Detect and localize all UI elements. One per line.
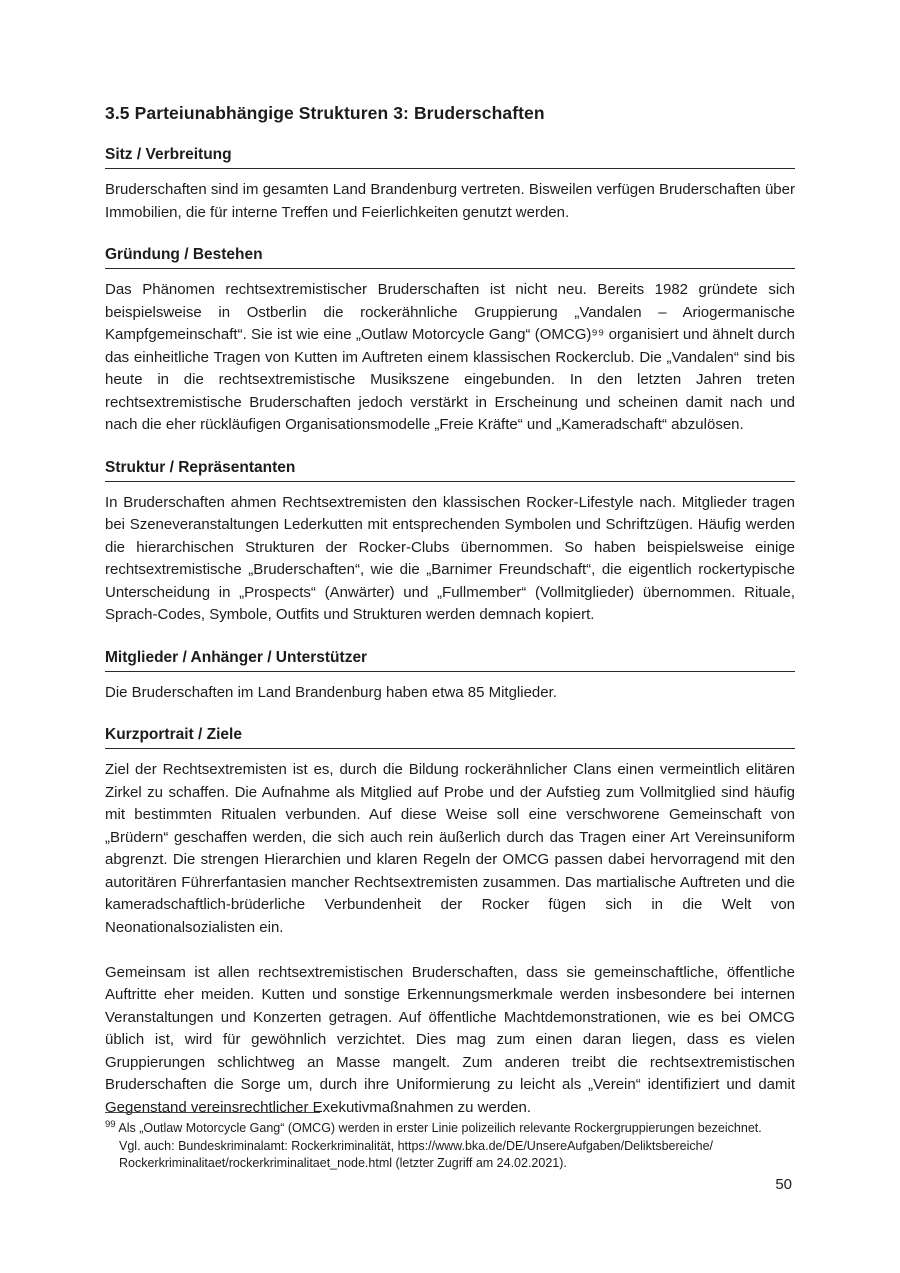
- paragraph: Gemeinsam ist allen rechtsextremistischen Bruderschaften, dass sie gemeinschaftliche, öffentliche Auftritte eher meiden. Kutten und sonstige Erkennungsmerkmale werden insbesondere bei internen Veranstaltungen und Konzerten getragen. Auf öffentliche Machtdemonstrationen, wie es bei OMCG üblich ist, wird für gewöhnlich verzichtet. Dies mag zum einen daran liegen, dass es vielen Gruppierungen schlichtweg an Masse mangelt. Zum anderen treibt die rechtsextremistischen Bruderschaften die Sorge um, durch ihre Uniformierung zu leicht als „Verein“ identifiziert und damit Gegenstand vereinsrechtlicher Exekutivmaßnahmen zu werden.: [105, 963, 795, 1116]
- section-heading: Sitz / Verbreitung: [105, 146, 795, 169]
- section-sitz-verbreitung: [105, 146, 795, 224]
- section-struktur-repraesentanten: [105, 459, 795, 627]
- paragraph: Ziel der Rechtsextremisten ist es, durch die Bildung rockerähnlicher Clans einen vermeintlich elitären Zirkel zu schaffen. Die Aufnahme als Mitglied auf Probe und der Aufstieg zum Vollmitglied sind häufig mit bestimmten Ritualen verbunden. Auf diese Weise soll eine verschworene Gemeinschaft von „Brüdern“ geschaffen werden, die sich auch rein äußerlich durch das Tragen einer Art Vereinsuniform abgrenzt. Die strengen Hierarchien und klaren Regeln der OMCG passen dabei hervorragend mit den autoritären Führerfantasien mancher Rechtsextremisten zusammen. Das martialische Auftreten und die kameradschaftlich-brüderliche Verbundenheit der Rocker fügen sich in die Welt von Neonationalsozialisten ein.: [105, 761, 795, 936]
- paragraph: Die Bruderschaften im Land Brandenburg haben etwa 85 Mitglieder.: [105, 683, 557, 701]
- section-kurzportrait-ziele: [105, 726, 795, 1119]
- footnote-line: Rockerkriminalitaet/rockerkriminalitaet_node.html (letzter Zugriff am 24.02.2021).: [119, 1156, 567, 1170]
- section-heading: Kurzportrait / Ziele: [105, 726, 795, 749]
- section-mitglieder-anhaenger: [105, 649, 795, 705]
- footnote-text: [105, 1120, 795, 1173]
- section-heading: Struktur / Repräsentanten: [105, 459, 795, 482]
- footnote-line-text: Als „Outlaw Motorcycle Gang“ (OMCG) werden in erster Linie polizeilich relevante Rockergruppierungen bezeichnet.: [118, 1121, 762, 1135]
- page-title: 3.5 Parteiunabhängige Strukturen 3: Bruderschaften: [105, 103, 545, 123]
- footnote-line: Vgl. auch: Bundeskriminalamt: Rockerkriminalität, https://www.bka.de/DE/UnsereAufgaben/Deliktsbereiche/: [119, 1138, 714, 1153]
- footnote: [105, 1112, 795, 1173]
- footnote-marker: 99: [105, 1119, 116, 1130]
- footnote-separator: [105, 1112, 320, 1113]
- section-heading: Mitglieder / Anhänger / Unterstützer: [105, 649, 795, 672]
- paragraph: Das Phänomen rechtsextremistischer Bruderschaften ist nicht neu. Bereits 1982 gründete sich beispielsweise in Ostberlin die rockerähnliche Gruppierung „Vandalen – Ariogermanische Kampfgemeinschaft“. Sie ist wie eine „Outlaw Motorcycle Gang“ (OMCG)⁹⁹ organisiert und ähnelt durch das einheitliche Tragen von Kutten im Auftreten einem klassischen Rockerclub. Die „Vandalen“ sind bis heute in die rechtsextremistische Musikszene eingebunden. In den letzten Jahren treten rechtsextremistische Bruderschaften jedoch verstärkt in Erscheinung und scheinen damit nach und nach die eher rückläufigen Organisationsmodelle „Freie Kräfte“ und „Kameradschaft“ abzulösen.: [105, 281, 795, 433]
- section-heading: Gründung / Bestehen: [105, 246, 795, 269]
- footnote-line: [105, 1120, 795, 1138]
- section-gruendung-bestehen: [105, 246, 795, 437]
- paragraph: Bruderschaften sind im gesamten Land Brandenburg vertreten. Bisweilen verfügen Bruderschaften über Immobilien, die für interne Treffen und Feierlichkeiten genutzt werden.: [105, 181, 795, 221]
- paragraph: In Bruderschaften ahmen Rechtsextremisten den klassischen Rocker-Lifestyle nach. Mitglieder tragen bei Szeneveranstaltungen Lederkutten mit entsprechenden Symbolen und Schriftzügen. Häufig werden die hierarchischen Strukturen der Rocker-Clubs übernommen. So haben beispielsweise einige rechtsextremistische „Bruderschaften“, wie die „Barnimer Freundschaft“, die eigentlich rockertypische Unterscheidung in „Prospects“ (Anwärter) und „Fullmember“ (Vollmitglieder) übernommen. Rituale, Sprach-Codes, Symbole, Outfits und Strukturen werden demnach kopiert.: [105, 493, 795, 623]
- page-number: 50: [775, 1176, 792, 1193]
